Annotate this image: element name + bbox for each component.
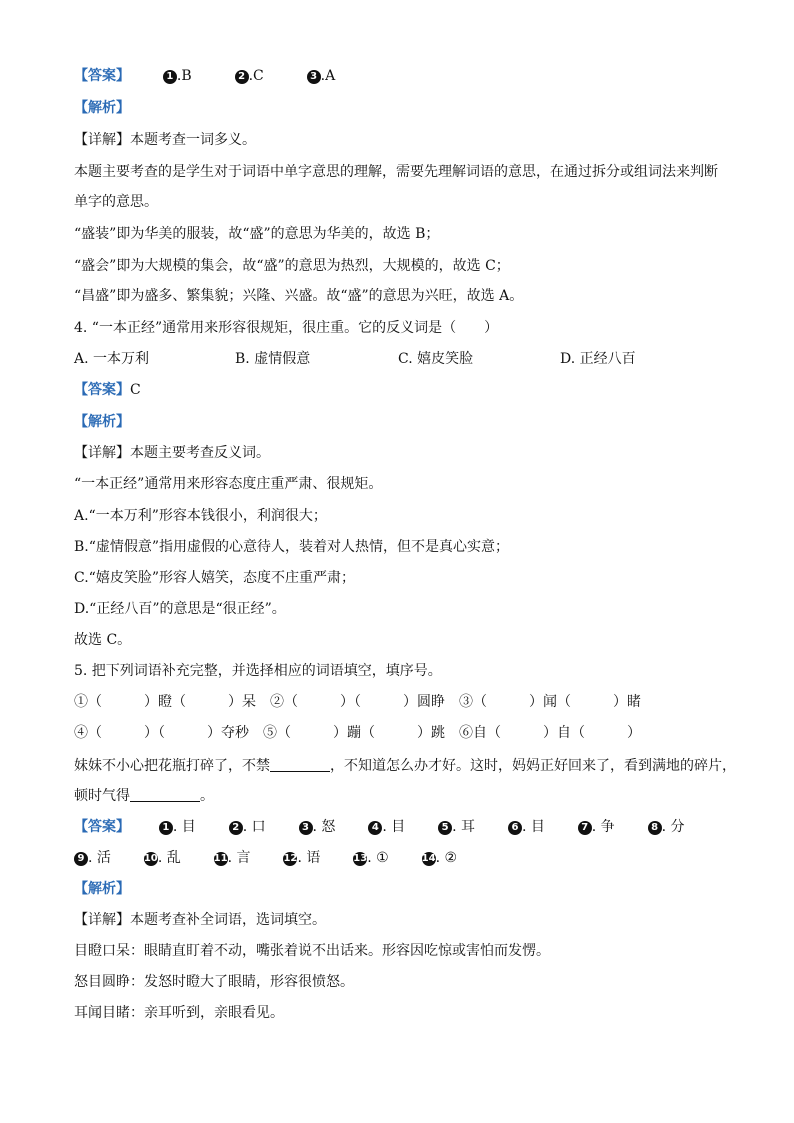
answer-line-1 [74, 66, 335, 86]
answer-item: 12. 语 [283, 850, 321, 866]
answer-item: 7 . 争 [578, 817, 615, 837]
answer-item: 11. 言 [213, 850, 251, 866]
answer-item: 10. 乱 [143, 850, 181, 866]
option-c: C. 嬉皮笑脸 [398, 351, 474, 367]
detail-line: 【详解】本题考查一词多义。 [74, 132, 256, 148]
question-4-options [74, 349, 724, 369]
option-a: A. 一本万利 [74, 351, 150, 367]
paragraph: “盛会”即为大规模的集会，故“盛”的意思为热烈，大规模的，故选 C； [74, 258, 510, 274]
answer-item: 5 . 耳 [438, 817, 475, 837]
detail-line: 【详解】本题考查补全词语，选词填空。 [74, 912, 326, 928]
option-d: D. 正经八百 [560, 351, 636, 367]
answer-value: C [130, 382, 141, 398]
paragraph: D.“正经八百”的意思是“很正经”。 [74, 601, 286, 617]
detail-line: 【详解】本题主要考查反义词。 [74, 445, 270, 461]
answer-item: 2 .C [235, 66, 264, 86]
paragraph: 耳闻目睹：亲耳听到，亲眼看见。 [74, 1005, 284, 1021]
answer-line-5 [74, 817, 685, 837]
answer-item: 1 .B [163, 66, 192, 86]
paragraph: A.“一本万利”形容本钱很小，利润很大； [74, 508, 327, 524]
answer-item: 2 . 口 [229, 817, 266, 837]
answer-item: 14. ② [421, 850, 458, 866]
paragraph: “一本正经”通常用来形容态度庄重严肃、很规矩。 [74, 476, 383, 492]
question-4: 4. “一本正经”通常用来形容很规矩，很庄重。它的反义词是（ ） [74, 320, 499, 336]
answer-item: 9 . 活 [74, 848, 111, 868]
question-5: 5. 把下列词语补充完整，并选择相应的词语填空，填序号。 [74, 663, 442, 679]
paragraph: C.“嬉皮笑脸”形容人嬉笑，态度不庄重严肃； [74, 570, 355, 586]
answer-item: 8 . 分 [648, 817, 685, 837]
question-5-row-1: ①（ ）瞪（ ）呆 ②（ ）（ ）圆睁 ③（ ）闻（ ）睹 [74, 694, 641, 710]
question-5-row-2: ④（ ）（ ）夺秒 ⑤（ ）蹦（ ）跳 ⑥自（ ）自（ ） [74, 725, 641, 741]
paragraph: “昌盛”即为盛多、繁集貌；兴隆、兴盛。故“盛”的意思为兴旺，故选 A。 [74, 288, 524, 304]
answer-tag: 【答案】 [74, 382, 130, 398]
answer-line-5b [74, 848, 457, 868]
analysis-tag: 【解析】 [74, 881, 130, 897]
answer-tag: 【答案】 [74, 68, 130, 84]
fill-sentence-2: 顿时气得 。 [74, 788, 214, 804]
detail-tag: 【详解】 [74, 912, 130, 928]
answer-item: 3 .A [307, 66, 336, 86]
paragraph: 单字的意思。 [74, 194, 158, 210]
fill-sentence-1: 妹妹不小心把花瓶打碎了，不禁 ，不知道怎么办才好。这时，妈妈正好回来了，看到满地的碎片， [74, 758, 736, 774]
answer-line-4 [74, 380, 141, 400]
analysis-tag: 【解析】 [74, 414, 130, 430]
answer-item: 1 . 目 [159, 817, 196, 837]
detail-tag: 【详解】 [74, 445, 130, 461]
detail-tag: 【详解】 [74, 132, 130, 148]
answer-item: 6 . 目 [508, 817, 545, 837]
paragraph: 故选 C。 [74, 632, 132, 648]
paragraph: 目瞪口呆：眼睛直盯着不动，嘴张着说不出话来。形容因吃惊或害怕而发愣。 [74, 943, 550, 959]
paragraph: B.“虚情假意”指用虚假的心意待人，装着对人热情，但不是真心实意； [74, 539, 510, 555]
paragraph: 怒目圆睁：发怒时瞪大了眼睛，形容很愤怒。 [74, 974, 354, 990]
paragraph: 本题主要考查的是学生对于词语中单字意思的理解，需要先理解词语的意思，在通过拆分或组词法来判断 [74, 164, 718, 180]
analysis-tag: 【解析】 [74, 100, 130, 116]
answer-item: 13. ① [353, 850, 389, 866]
answer-item: 3 . 怒 [299, 817, 336, 837]
fill-blank[interactable] [270, 757, 330, 772]
fill-blank[interactable] [130, 787, 200, 802]
answer-tag: 【答案】 [74, 819, 130, 835]
option-b: B. 虚情假意 [235, 351, 311, 367]
paragraph: “盛装”即为华美的服装，故“盛”的意思为华美的，故选 B； [74, 226, 440, 242]
answer-item: 4 . 目 [368, 817, 405, 837]
